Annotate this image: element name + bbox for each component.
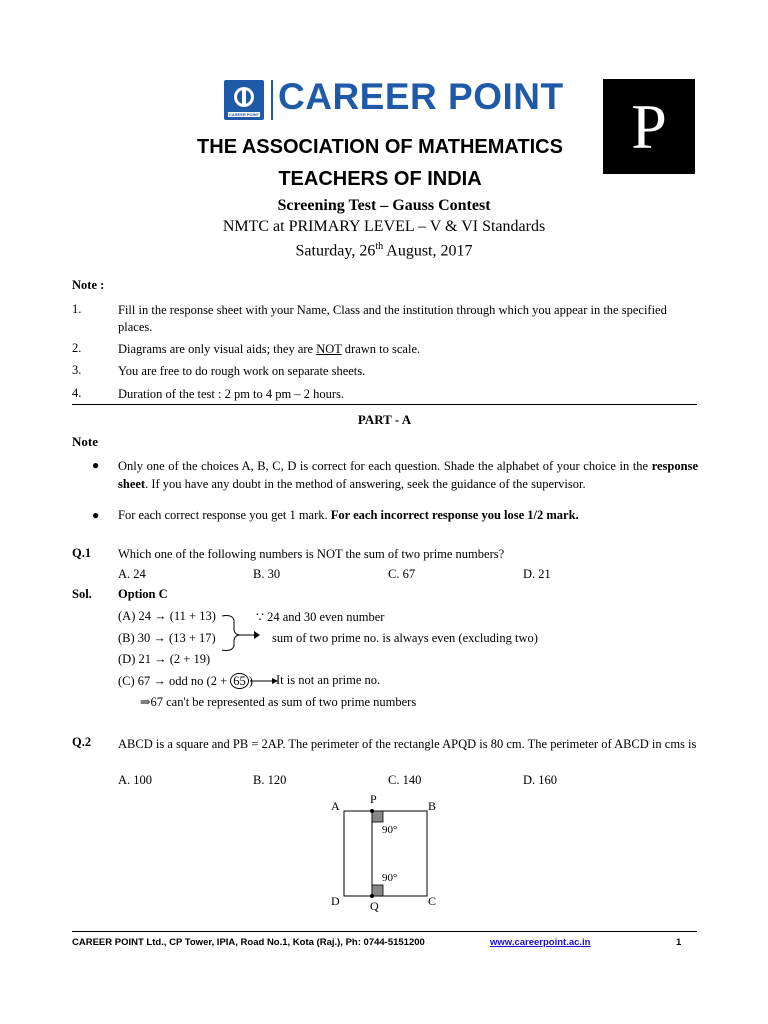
q2-option-b: B. 120 <box>253 773 287 787</box>
part-a-note-label: Note <box>72 434 98 449</box>
q2-option-a: A. 100 <box>118 773 153 787</box>
note-item-2: Diagrams are only visual aids; they are NOT drawn to scale. <box>118 342 421 356</box>
q1-note-not-prime: It is not an prime no. <box>276 673 381 687</box>
q2-option-c: C. 140 <box>388 773 422 787</box>
q2-label: Q.2 <box>72 735 92 749</box>
q1-text: Which one of the following numbers is NOT the sum of two prime numbers? <box>118 547 505 561</box>
note-num-1: 1. <box>72 302 82 316</box>
section-divider <box>72 404 697 405</box>
logo-text: CAREER POINT <box>228 112 260 118</box>
brand-name: CAREER POINT <box>278 76 564 117</box>
label-p: P <box>370 792 377 806</box>
exam-date: Saturday, 26th August, 2017 <box>295 241 473 260</box>
instruction-1: Only one of the choices A, B, C, D is correct for each question. Shade the alphabet of your choice in the response sheet. If you have any doubt in the method of answering, seek the guidance of the supervisor. <box>118 459 698 491</box>
career-point-logo <box>224 80 264 120</box>
note-num-4: 4. <box>72 386 82 400</box>
right-angle-marker-top <box>372 811 383 822</box>
label-d: D <box>331 894 340 908</box>
q2-option-d: D. 160 <box>523 773 558 787</box>
note-label: Note : <box>72 278 105 292</box>
level-line: NMTC at PRIMARY LEVEL – V & VI Standards <box>222 218 546 235</box>
q1-note-sum: sum of two prime no. is always even (excluding two) <box>272 631 538 645</box>
footer-divider <box>72 931 697 932</box>
logo-divider <box>271 80 273 120</box>
angle-bottom: 90° <box>382 872 398 884</box>
level-badge: P <box>603 79 695 174</box>
note-num-2: 2. <box>72 341 82 355</box>
page-number: 1 <box>676 937 682 948</box>
q1-option-b: B. 30 <box>253 567 281 581</box>
q1-sol-b: (B) 30 → (13 + 17) <box>118 631 216 645</box>
label-q: Q <box>370 899 379 913</box>
q1-answer: Option C <box>118 587 168 601</box>
q1-sol-d: (D) 21 → (2 + 19) <box>118 652 211 666</box>
q1-sol-c: (C) 67 → odd no (2 + 65 ) <box>118 674 253 688</box>
footer-company: CAREER POINT Ltd., CP Tower, IPIA, Road No.1, Kota (Raj.), Ph: 0744-5151200 <box>72 937 425 948</box>
note-item-3: You are free to do rough work on separate sheets. <box>118 364 366 378</box>
q1-note-even: ∵ 24 and 30 even number <box>256 610 385 624</box>
angle-top: 90° <box>382 824 398 836</box>
q1-sol-label: Sol. <box>72 587 92 601</box>
contest-subtitle: Screening Test – Gauss Contest <box>277 197 491 214</box>
part-a-title: PART - A <box>357 412 412 427</box>
label-b: B <box>428 799 437 813</box>
title-line-2: TEACHERS OF INDIA <box>278 168 482 190</box>
note-item-4: Duration of the test : 2 pm to 4 pm – 2 hours. <box>118 387 345 401</box>
title-line-1: THE ASSOCIATION OF MATHEMATICS <box>197 136 563 158</box>
bullet-icon: ● <box>92 508 100 522</box>
q2-square-diagram <box>320 790 450 915</box>
label-c: C <box>428 894 437 908</box>
q1-option-a: A. 24 <box>118 567 146 581</box>
bullet-icon: ● <box>92 458 100 472</box>
q1-option-d: D. 21 <box>523 567 551 581</box>
q1-option-c: C. 67 <box>388 567 416 581</box>
footer-website-link[interactable]: www.careerpoint.ac.in <box>490 937 591 948</box>
q1-conclusion: ⇒67 can't be represented as sum of two prime numbers <box>140 695 417 709</box>
q1-sol-a: (A) 24 → (11 + 13) <box>118 609 216 623</box>
label-a: A <box>331 799 340 813</box>
note-num-3: 3. <box>72 363 82 377</box>
note-item-1: Fill in the response sheet with your Name, Class and the institution through which you appear in the specified places. <box>118 303 667 334</box>
right-angle-marker-bottom <box>372 885 383 896</box>
q2-text: ABCD is a square and PB = 2AP. The perimeter of the rectangle APQD is 80 cm. The perimeter of ABCD in cms is <box>118 737 697 751</box>
instruction-2: For each correct response you get 1 mark. For each incorrect response you lose 1/2 mark. <box>118 508 579 522</box>
q1-label: Q.1 <box>72 546 92 560</box>
